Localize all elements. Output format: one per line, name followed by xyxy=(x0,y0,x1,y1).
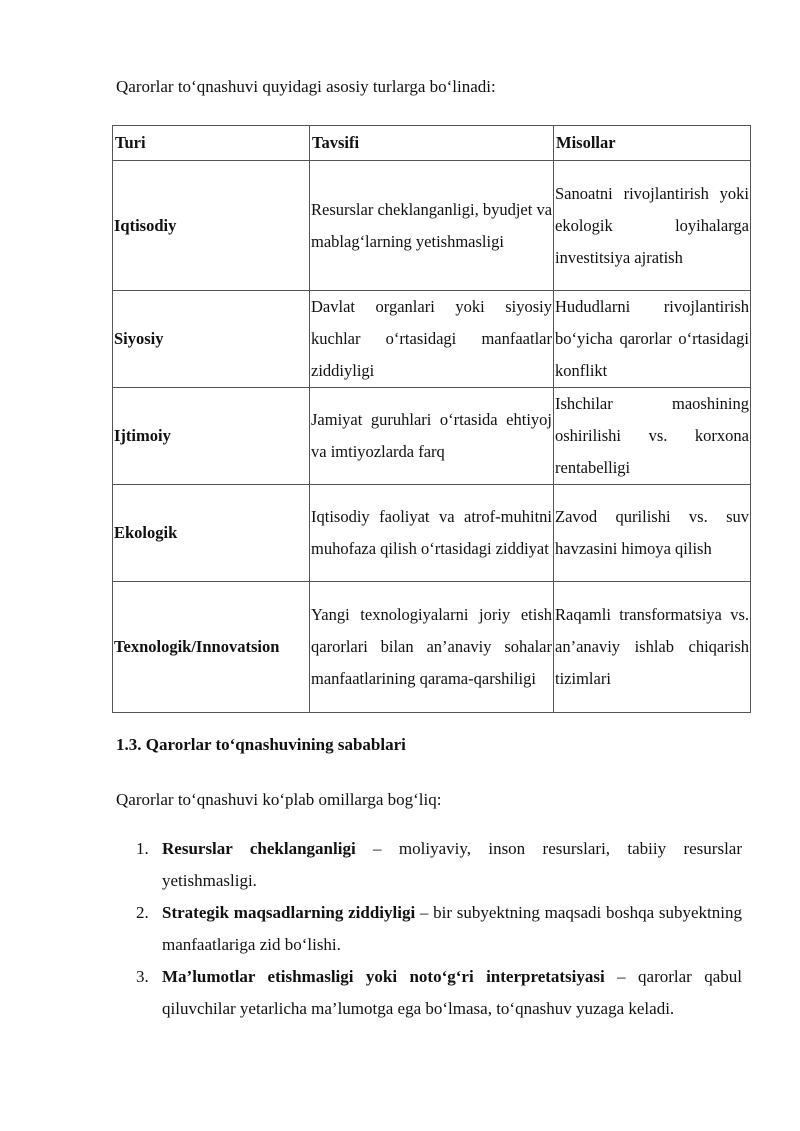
list-number: 2. xyxy=(136,903,149,922)
example-cell: Zavod qurilishi vs. suv havzasini himoya qilish xyxy=(554,485,751,582)
type-cell: Texnologik/Innovatsion xyxy=(113,582,310,713)
example-cell: Hududlarni rivojlantirish bo‘yicha qarorlar o‘rtasidagi konflikt xyxy=(554,291,751,388)
type-cell: Ijtimoiy xyxy=(113,388,310,485)
list-item xyxy=(116,833,742,897)
list-item xyxy=(116,897,742,961)
list-text: – qarorlar qabul qiluvchilar yetarlicha ma’lumotga ega bo‘lmasa, to‘qnashuv yuzaga keladi. xyxy=(162,967,742,1018)
causes-list xyxy=(116,833,742,1025)
header-description: Tavsifi xyxy=(310,126,554,161)
example-cell: Ishchilar maoshining oshirilishi vs. korxona rentabelligi xyxy=(554,388,751,485)
list-item xyxy=(116,961,742,1025)
section-heading: 1.3. Qarorlar to‘qnashuvining sabablari xyxy=(116,735,406,754)
example-cell: Raqamli transformatsiya vs. an’anaviy ishlab chiqarish tizimlari xyxy=(554,582,751,713)
description-cell: Davlat organlari yoki siyosiy kuchlar o‘rtasidagi manfaatlar ziddiyligi xyxy=(310,291,554,388)
section-intro: Qarorlar to‘qnashuvi ko‘plab omillarga bog‘liq: xyxy=(116,790,442,809)
type-cell: Iqtisodiy xyxy=(113,161,310,291)
list-text: – moliyaviy, inson resurslari, tabiiy resurslar yetishmasligi. xyxy=(162,839,742,890)
intro-paragraph: Qarorlar to‘qnashuvi quyidagi asosiy turlarga bo‘linadi: xyxy=(116,77,496,96)
header-examples: Misollar xyxy=(554,126,751,161)
example-cell: Sanoatni rivojlantirish yoki ekologik loyihalarga investitsiya ajratish xyxy=(554,161,751,291)
table-header-row xyxy=(113,126,751,161)
description-cell: Jamiyat guruhlari o‘rtasida ehtiyoj va imtiyozlarda farq xyxy=(310,388,554,485)
list-term: Ma’lumotlar etishmasligi yoki noto‘g‘ri interpretatsiyasi xyxy=(162,967,605,986)
type-cell: Ekologik xyxy=(113,485,310,582)
conflict-types-table xyxy=(112,125,751,713)
table-row xyxy=(113,485,751,582)
table-row xyxy=(113,291,751,388)
table-row xyxy=(113,582,751,713)
description-cell: Iqtisodiy faoliyat va atrof-muhitni muhofaza qilish o‘rtasidagi ziddiyat xyxy=(310,485,554,582)
description-cell: Resurslar cheklanganligi, byudjet va mablag‘larning yetishmasligi xyxy=(310,161,554,291)
header-type: Turi xyxy=(113,126,310,161)
list-number: 1. xyxy=(136,839,149,858)
list-term: Strategik maqsadlarning ziddiyligi xyxy=(162,903,416,922)
table-row xyxy=(113,388,751,485)
list-number: 3. xyxy=(136,967,149,986)
list-text: – bir subyektning maqsadi boshqa subyektning manfaatlariga zid bo‘lishi. xyxy=(162,903,742,954)
type-cell: Siyosiy xyxy=(113,291,310,388)
table-row xyxy=(113,161,751,291)
description-cell: Yangi texnologiyalarni joriy etish qarorlari bilan an’anaviy sohalar manfaatlarining qarama-qarshiligi xyxy=(310,582,554,713)
list-term: Resurslar cheklanganligi xyxy=(162,839,356,858)
